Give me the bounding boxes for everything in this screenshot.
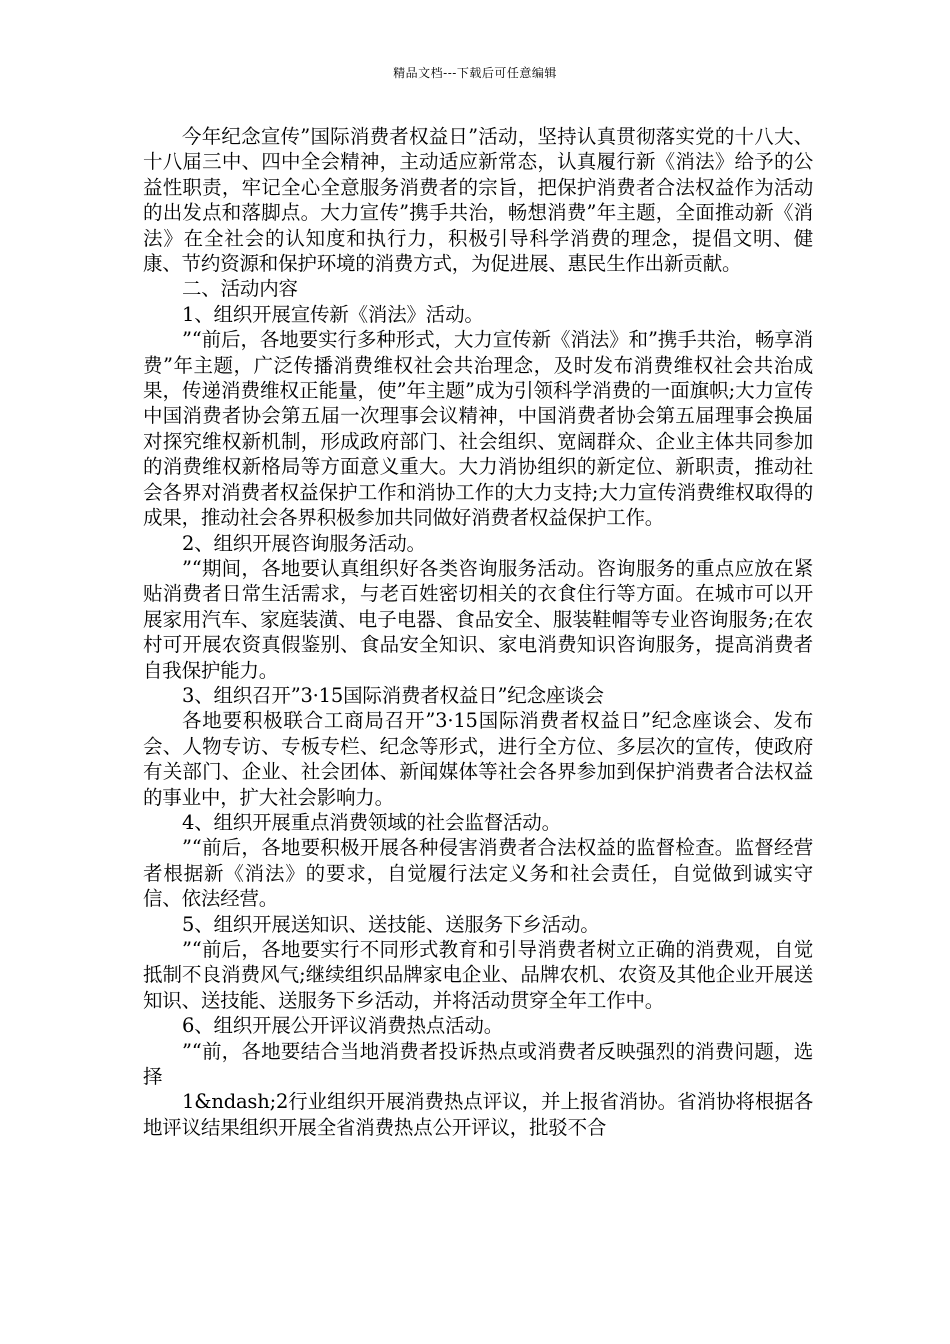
item-heading: 5、组织开展送知识、送技能、送服务下乡活动。 bbox=[182, 912, 600, 936]
item-heading: 6、组织开展公开评议消费热点活动。 bbox=[182, 1014, 504, 1038]
paragraph: ”“前后，各地要实行多种形式，大力宣传新《消法》和”携手共治，畅享消费”年主题，广泛传播消费维权社会共治理念，及时发布消费维权社会共治成果，传递消费维权正能量，使”年主题”成为引领科学消费的一面旗帜;大力宣传中国消费者协会第五届一次理事会议精神，中国消费者协会第五届理事会换届对探究维权新机制，形成政府部门、社会组织、宽阔群众、企业主体共同参加的消费维权新格局等方面意义重大。大力消协组织的新定位、新职责，推动社会各界对消费者权益保护工作和消协工作的大力支持;大力宣传消费维权取得的成果，推动社会各界积极参加共同做好消费者权益保护工作。 bbox=[143, 328, 813, 530]
paragraph: ”“前后，各地要积极开展各种侵害消费者合法权益的监督检查。监督经营者根据新《消法》的要求，自觉履行法定义务和社会责任，自觉做到诚实守信、依法经营。 bbox=[143, 836, 813, 911]
page-header: 精品文档---下载后可任意编辑 bbox=[393, 66, 557, 80]
paragraph: ”“期间，各地要认真组织好各类咨询服务活动。咨询服务的重点应放在紧贴消费者日常生活需求，与老百姓密切相关的衣食住行等方面。在城市可以开展家用汽车、家庭装潢、电子电器、食品安全、服装鞋帽等专业咨询服务;在农村可开展农资真假鉴别、食品安全知识、家电消费知识咨询服务，提高消费者自我保护能力。 bbox=[143, 556, 813, 682]
document-body bbox=[143, 124, 813, 1140]
item-heading: 4、组织开展重点消费领域的社会监督活动。 bbox=[182, 810, 561, 834]
paragraph: ”“前，各地要结合当地消费者投诉热点或消费者反映强烈的消费问题，选择 bbox=[143, 1039, 813, 1089]
item-heading: 3、组织召开”3·15国际消费者权益日”纪念座谈会 bbox=[182, 683, 604, 707]
section-heading: 二、活动内容 bbox=[182, 277, 298, 301]
paragraph-intro: 今年纪念宣传”国际消费者权益日”活动，坚持认真贯彻落实党的十八大、十八届三中、四中全会精神，主动适应新常态，认真履行新《消法》给予的公益性职责，牢记全心全意服务消费者的宗旨，把保护消费者合法权益作为活动的出发点和落脚点。大力宣传”携手共治，畅想消费”年主题，全面推动新《消法》在全社会的认知度和执行力，积极引导科学消费的理念，提倡文明、健康、节约资源和保护环境的消费方式，为促进展、惠民生作出新贡献。 bbox=[143, 125, 813, 276]
item-heading: 1、组织开展宣传新《消法》活动。 bbox=[182, 302, 484, 326]
paragraph: 各地要积极联合工商局召开”3·15国际消费者权益日”纪念座谈会、发布会、人物专访、专板专栏、纪念等形式，进行全方位、多层次的宣传，使政府有关部门、企业、社会团体、新闻媒体等社会各界参加到保护消费者合法权益的事业中，扩大社会影响力。 bbox=[143, 709, 813, 809]
paragraph: ”“前后，各地要实行不同形式教育和引导消费者树立正确的消费观，自觉抵制不良消费风气;继续组织品牌家电企业、品牌农机、农资及其他企业开展送知识、送技能、送服务下乡活动，并将活动贯穿全年工作中。 bbox=[143, 938, 813, 1012]
paragraph: 1&ndash;2行业组织开展消费热点评议，并上报省消协。省消协将根据各地评议结果组织开展全省消费热点公开评议，批驳不合 bbox=[143, 1090, 813, 1139]
item-heading: 2、组织开展咨询服务活动。 bbox=[182, 531, 426, 555]
